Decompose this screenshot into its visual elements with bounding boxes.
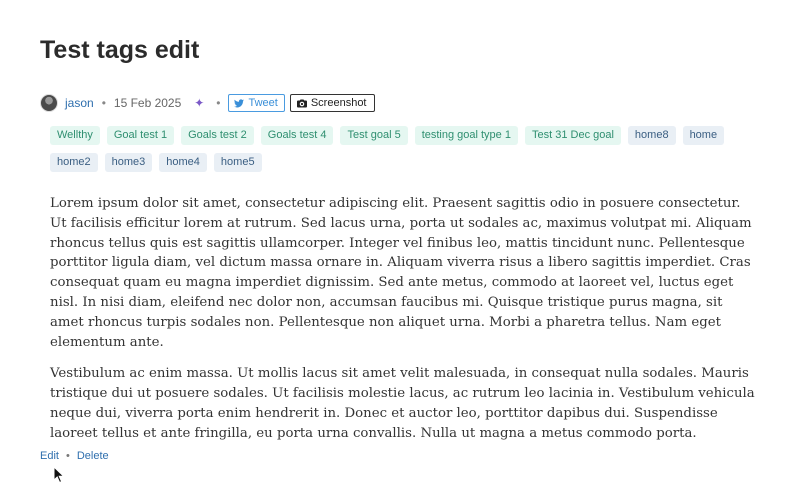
separator-dot: • — [65, 450, 70, 462]
tag-list — [50, 126, 760, 172]
tweet-button[interactable] — [228, 94, 284, 112]
body-paragraph: Vestibulum ac enim massa. Ut mollis lacus sit amet velit malesuada, in consequat nulla sodales. Mauris tristique dui ut posuere sodales. Ut facilisis molestie lacus, ac rutrum leo lacinia in. Vestibulum vehicula neque dui, viverra porta enim hendrerit in. Donec et auctor leo, porttitor dapibus dui. Suspendisse laoreet tellus et ante fringilla, eu porta urna convallis. Nulla ut magna a metus commodo porta. — [50, 366, 755, 441]
tag[interactable]: testing goal type 1 — [415, 126, 518, 145]
tag[interactable]: home4 — [159, 153, 207, 172]
tag[interactable]: Test 31 Dec goal — [525, 126, 621, 145]
screenshot-label: Screenshot — [310, 97, 367, 109]
post-body — [50, 194, 760, 456]
tag[interactable]: Goal test 1 — [107, 126, 174, 145]
separator-dot: • — [101, 96, 106, 110]
tag[interactable]: Wellthy — [50, 126, 100, 145]
post-date: 15 Feb 2025 — [113, 96, 182, 110]
tag[interactable]: home3 — [105, 153, 153, 172]
body-paragraph: Lorem ipsum dolor sit amet, consectetur adipiscing elit. Praesent sagittis odio in posuere consectetur. Ut facilisis efficitur lorem at rutrum. Sed lacus urna, porta ut sodales ac, maximus volutpat mi. Aliquam rhoncus tellus quis est sagittis ullamcorper. Integer vel finibus leo, mattis tincidunt nunc. Pellentesque porttitor ligula diam, vel dictum massa ornare in. Aliquam viverra risus a libero sagittis imperdiet. Cras consequat quam eu magna imperdiet dignissim. Sed ante metus, commodo at laoreet vel, luctus eget nisl. In nisi diam, eleifend nec dolor non, accumsan faucibus mi. Quisque tristique purus magna, sit amet rhoncus turpis sodales non. Pellentesque non aliquet urna. Morbi a pharetra tellus. Nam eget elementum ante. — [50, 196, 752, 350]
delete-link[interactable]: Delete — [76, 450, 109, 462]
screenshot-button[interactable] — [290, 94, 375, 112]
camera-icon — [297, 99, 307, 108]
tag[interactable]: home — [683, 126, 725, 145]
edit-link[interactable]: Edit — [40, 450, 59, 462]
page-title: Test tags edit — [40, 36, 200, 64]
party-popper-icon: ✦ — [194, 96, 205, 110]
tag[interactable]: home8 — [628, 126, 676, 145]
author-link[interactable]: jason — [65, 96, 94, 110]
post-actions — [40, 450, 109, 462]
separator-dot: • — [216, 96, 221, 110]
post-meta — [40, 93, 375, 113]
tweet-label: Tweet — [248, 97, 278, 109]
twitter-bird-icon — [234, 99, 244, 108]
avatar[interactable] — [40, 94, 58, 112]
tag[interactable]: Test goal 5 — [340, 126, 407, 145]
tag[interactable]: Goals test 4 — [261, 126, 334, 145]
tag[interactable]: home2 — [50, 153, 98, 172]
tag[interactable]: home5 — [214, 153, 262, 172]
tag[interactable]: Goals test 2 — [181, 126, 254, 145]
mouse-pointer-icon — [53, 466, 65, 484]
